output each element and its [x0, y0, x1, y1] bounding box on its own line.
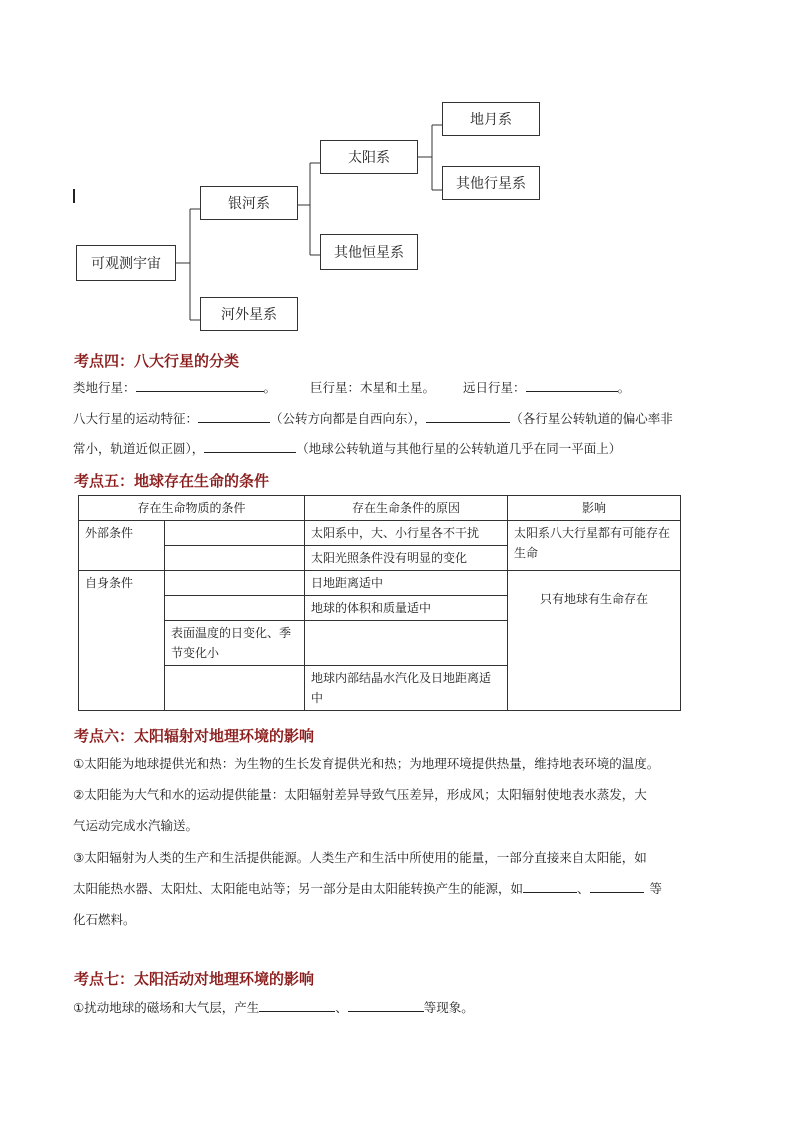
motion-note-2: （各行星公转轨道的偏心率非: [510, 411, 673, 426]
box-solar-system: 太阳系: [320, 140, 418, 174]
condition-blank-cell[interactable]: [165, 546, 305, 571]
header-cell: 存在生命条件的原因: [305, 496, 508, 521]
condition-cell: 表面温度的日变化、季节变化小: [165, 621, 305, 666]
condition-blank-cell[interactable]: [165, 521, 305, 546]
section6-p3-line2: [73, 879, 662, 897]
reason-blank-cell[interactable]: [305, 621, 508, 666]
punct: 、: [335, 1000, 348, 1015]
motion-note-3: （地球公转轨道与其他行星的公转轨道几乎在同一平面上）: [296, 441, 622, 456]
box-earth-moon-system: 地月系: [442, 102, 540, 136]
condition-blank-cell[interactable]: [165, 666, 305, 711]
phenomenon-suffix: 等现象。: [423, 1000, 474, 1015]
box-other-star-systems: 其他恒星系: [320, 234, 418, 270]
motion-blank-1[interactable]: [198, 410, 270, 423]
box-observable-universe: 可观测宇宙: [76, 245, 176, 281]
section6-heading: 考点六：太阳辐射对地理环境的影响: [74, 727, 315, 745]
terrestrial-blank[interactable]: [136, 379, 264, 392]
motion-note-1: （公转方向都是自西向东），: [270, 411, 427, 426]
section6-p2-line1: ②太阳能为大气和水的运动提供能量：太阳辐射差异导致气压差异，形成风；太阳辐射使地表水蒸发，大: [73, 787, 647, 802]
outer-planets-blank[interactable]: [526, 379, 618, 392]
section6-p3-line3: 化石燃料。: [73, 912, 136, 927]
life-conditions-table: [78, 495, 681, 711]
motion-label: 八大行星的运动特征：: [73, 411, 199, 426]
reason-cell: 日地距离适中: [305, 571, 508, 596]
section6-p1: ①太阳能为地球提供光和热：为生物的生长发育提供光和热；为地理环境提供热量，维持地表环境的温度。: [73, 756, 660, 771]
box-extragalactic: 河外星系: [200, 297, 298, 331]
etc-text: 等: [649, 881, 663, 896]
section7-heading: 考点七：太阳活动对地理环境的影响: [74, 970, 315, 988]
motion-note-2-cont: 常小，轨道近似正圆），: [73, 441, 205, 456]
table-header-row: [79, 496, 681, 521]
section4-line3: [73, 439, 621, 457]
phenomenon-blank-2[interactable]: [348, 999, 424, 1012]
condition-blank-cell[interactable]: [165, 596, 305, 621]
terrestrial-label: 类地行星：: [73, 380, 136, 395]
energy-text: 太阳能热水器、太阳灶、太阳能电站等；另一部分是由太阳能转换产生的能源，如: [73, 881, 524, 896]
header-cell: 影响: [508, 496, 681, 521]
punct: 。: [617, 380, 631, 395]
impact-internal-cell: 只有地球有生命存在: [508, 571, 681, 711]
section4-line2: [73, 409, 673, 427]
section7-p1: [73, 998, 474, 1016]
punct: 。: [263, 380, 277, 395]
section4-line1: [73, 378, 630, 396]
table-row: [79, 521, 681, 546]
section4-heading: 考点四：八大行星的分类: [74, 352, 240, 370]
impact-external-cell: 太阳系八大行星都有可能存在生命: [508, 521, 681, 571]
motion-blank-3[interactable]: [204, 440, 296, 453]
section6-p2-line2: 气运动完成水汽输送。: [73, 818, 199, 833]
reason-cell: 太阳光照条件没有明显的变化: [305, 546, 508, 571]
box-other-planet-systems: 其他行星系: [442, 166, 540, 200]
section5-heading: 考点五：地球存在生命的条件: [74, 472, 270, 490]
punct: 、: [577, 881, 590, 896]
internal-conditions-label: 自身条件: [79, 571, 165, 711]
disturbance-text: ①扰动地球的磁场和大气层，产生: [73, 1000, 260, 1015]
reason-cell: 太阳系中，大、小行星各不干扰: [305, 521, 508, 546]
giant-planets-text: 巨行星：木星和土星。: [310, 380, 436, 395]
header-cell: 存在生命物质的条件: [79, 496, 305, 521]
external-conditions-label: 外部条件: [79, 521, 165, 571]
motion-blank-2[interactable]: [426, 410, 510, 423]
fossil-fuel-blank-1[interactable]: [523, 880, 577, 893]
phenomenon-blank-1[interactable]: [259, 999, 335, 1012]
condition-blank-cell[interactable]: [165, 571, 305, 596]
reason-cell: 地球的体积和质量适中: [305, 596, 508, 621]
table-row: [79, 571, 681, 596]
reason-cell: 地球内部结晶水汽化及日地距离适中: [305, 666, 508, 711]
box-milky-way: 银河系: [200, 186, 298, 220]
fossil-fuel-blank-2[interactable]: [590, 880, 644, 893]
section6-p3-line1: ③太阳辐射为人类的生产和生活提供能源。人类生产和生活中所使用的能量，一部分直接来自太阳能，如: [73, 850, 647, 865]
outer-planets-label: 远日行星：: [463, 380, 526, 395]
